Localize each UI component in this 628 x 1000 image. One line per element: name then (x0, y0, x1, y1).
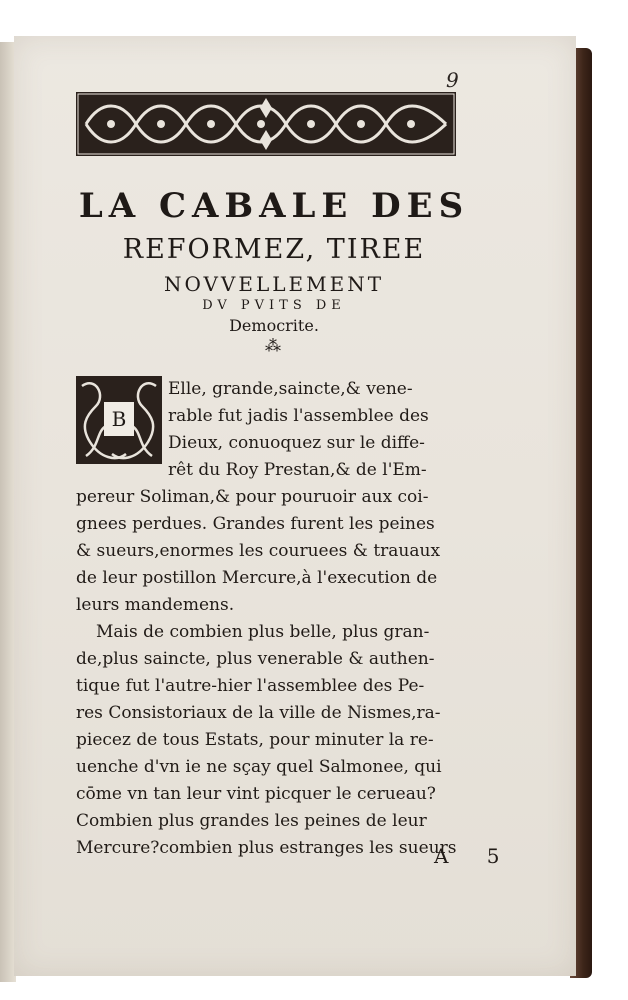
text-line: Elle, grande,saincte,& vene- (168, 379, 413, 399)
text-line: tique fut l'autre-hier l'assemblee des Pe- (76, 676, 425, 696)
text-line: piecez de tous Estats, pour minuter la re- (76, 730, 434, 750)
title-line-1: LA CABALE DES (78, 186, 470, 226)
text-line: Mais de combien plus belle, plus gran- (96, 622, 430, 642)
book (0, 22, 600, 972)
text-line: uenche d'vn ie ne sçay quel Salmonee, qui (76, 757, 442, 777)
page-number: 9 (446, 68, 459, 92)
title-line-2: REFORMEZ, TIREE (122, 234, 426, 265)
text-line: leurs mandemens. (76, 595, 235, 615)
text-line: res Consistoriaux de la ville de Nismes,ra- (76, 703, 441, 723)
book-page (14, 36, 576, 976)
title-line-5: Democrite. (229, 316, 319, 335)
text-line: Mercure?combien plus estranges les sueurs (76, 838, 457, 858)
text-line: Dieux, conuoquez sur le diffe- (168, 433, 425, 453)
text-line: de leur postillon Mercure,à l'execution de (76, 568, 438, 588)
text-line: rêt du Roy Prestan,& de l'Em- (168, 460, 427, 480)
signature-mark: A 5 (434, 844, 516, 868)
text-line: pereur Soliman,& pour pouruoir aux coi- (76, 487, 429, 507)
drop-cap-letter: B (104, 402, 134, 436)
text-line: gnees perdues. Grandes furent les peines (76, 514, 435, 534)
text-line: & sueurs,enormes les couruees & trauaux (76, 541, 441, 561)
title-line-4: DV PVITS DE (202, 298, 346, 313)
text-line: cōme vn tan leur vint picquer le cerueau? (76, 784, 436, 804)
text-line: de,plus saincte, plus venerable & authen- (76, 649, 435, 669)
text-line: Combien plus grandes les peines de leur (76, 811, 427, 831)
asterism: ⁂ (265, 336, 283, 355)
text-line: rable fut jadis l'assemblee des (168, 406, 429, 426)
ornament-band (76, 92, 456, 156)
title-line-3: NOVVELLEMENT (163, 272, 385, 296)
